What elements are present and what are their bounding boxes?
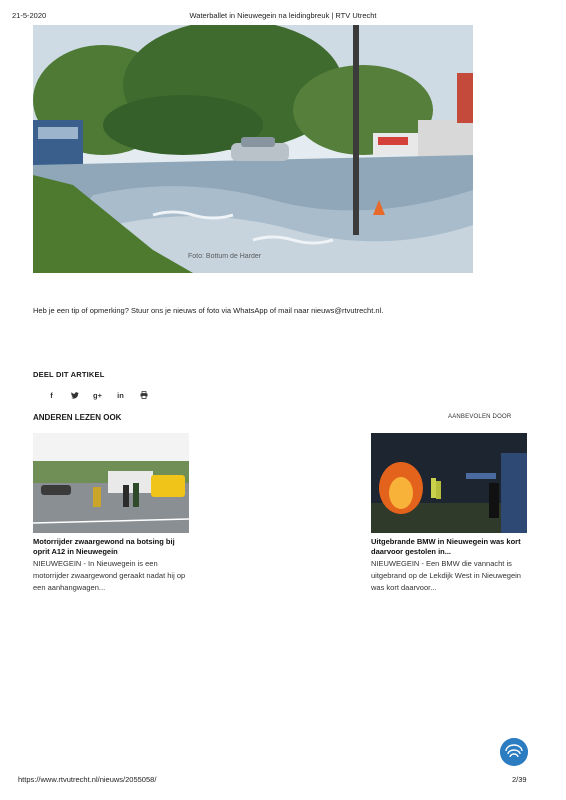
share-title: DEEL DIT ARTIKEL — [33, 370, 105, 379]
article-thumbnail[interactable] — [371, 433, 527, 533]
footer-url: https://www.rtvutrecht.nl/nieuws/2055058/ — [18, 775, 157, 784]
article-excerpt: NIEUWEGEIN - Een BMW die vannacht is uitgebrand op de Lekdijk West in Nieuwegein was kort daarvoor... — [371, 559, 521, 592]
page-number: 2/39 — [512, 775, 527, 784]
facebook-icon[interactable]: f — [50, 390, 53, 400]
recommended-by: AANBEVOLEN DOOR — [448, 414, 512, 420]
hero-photo — [33, 25, 473, 273]
linkedin-icon[interactable]: in — [117, 390, 124, 400]
google-plus-icon[interactable]: g+ — [93, 390, 102, 400]
article-excerpt: NIEUWEGEIN - In Nieuwegein is een motorrijder zwaargewond geraakt nadat hij op een aanhangwagen... — [33, 559, 186, 592]
twitter-icon[interactable] — [63, 389, 86, 401]
print-date: 21-5-2020 — [12, 11, 47, 20]
article-card[interactable] — [33, 433, 189, 594]
article-title[interactable]: Uitgebrande BMW in Nieuwegein was kort daarvoor gestolen in... — [371, 537, 521, 556]
print-icon[interactable] — [132, 389, 155, 401]
photo-caption: Foto: Bottum de Harder — [188, 253, 262, 260]
fingerprint-icon — [500, 738, 528, 766]
tip-text: Heb je een tip of opmerking? Stuur ons je nieuws of foto via WhatsApp of mail naar nieuws@rtvutrecht.nl. — [33, 306, 384, 315]
share-buttons — [40, 389, 155, 401]
article-thumbnail[interactable] — [33, 433, 189, 533]
page-title: Waterballet in Nieuwegein na leidingbreuk | RTV Utrecht — [189, 11, 377, 20]
article-title[interactable]: Motorrijder zwaargewond na botsing bij oprit A12 in Nieuwegein — [33, 537, 175, 556]
others-heading: ANDEREN LEZEN OOK — [33, 413, 122, 422]
floating-logo-button[interactable] — [500, 738, 528, 766]
article-card[interactable] — [371, 433, 527, 594]
